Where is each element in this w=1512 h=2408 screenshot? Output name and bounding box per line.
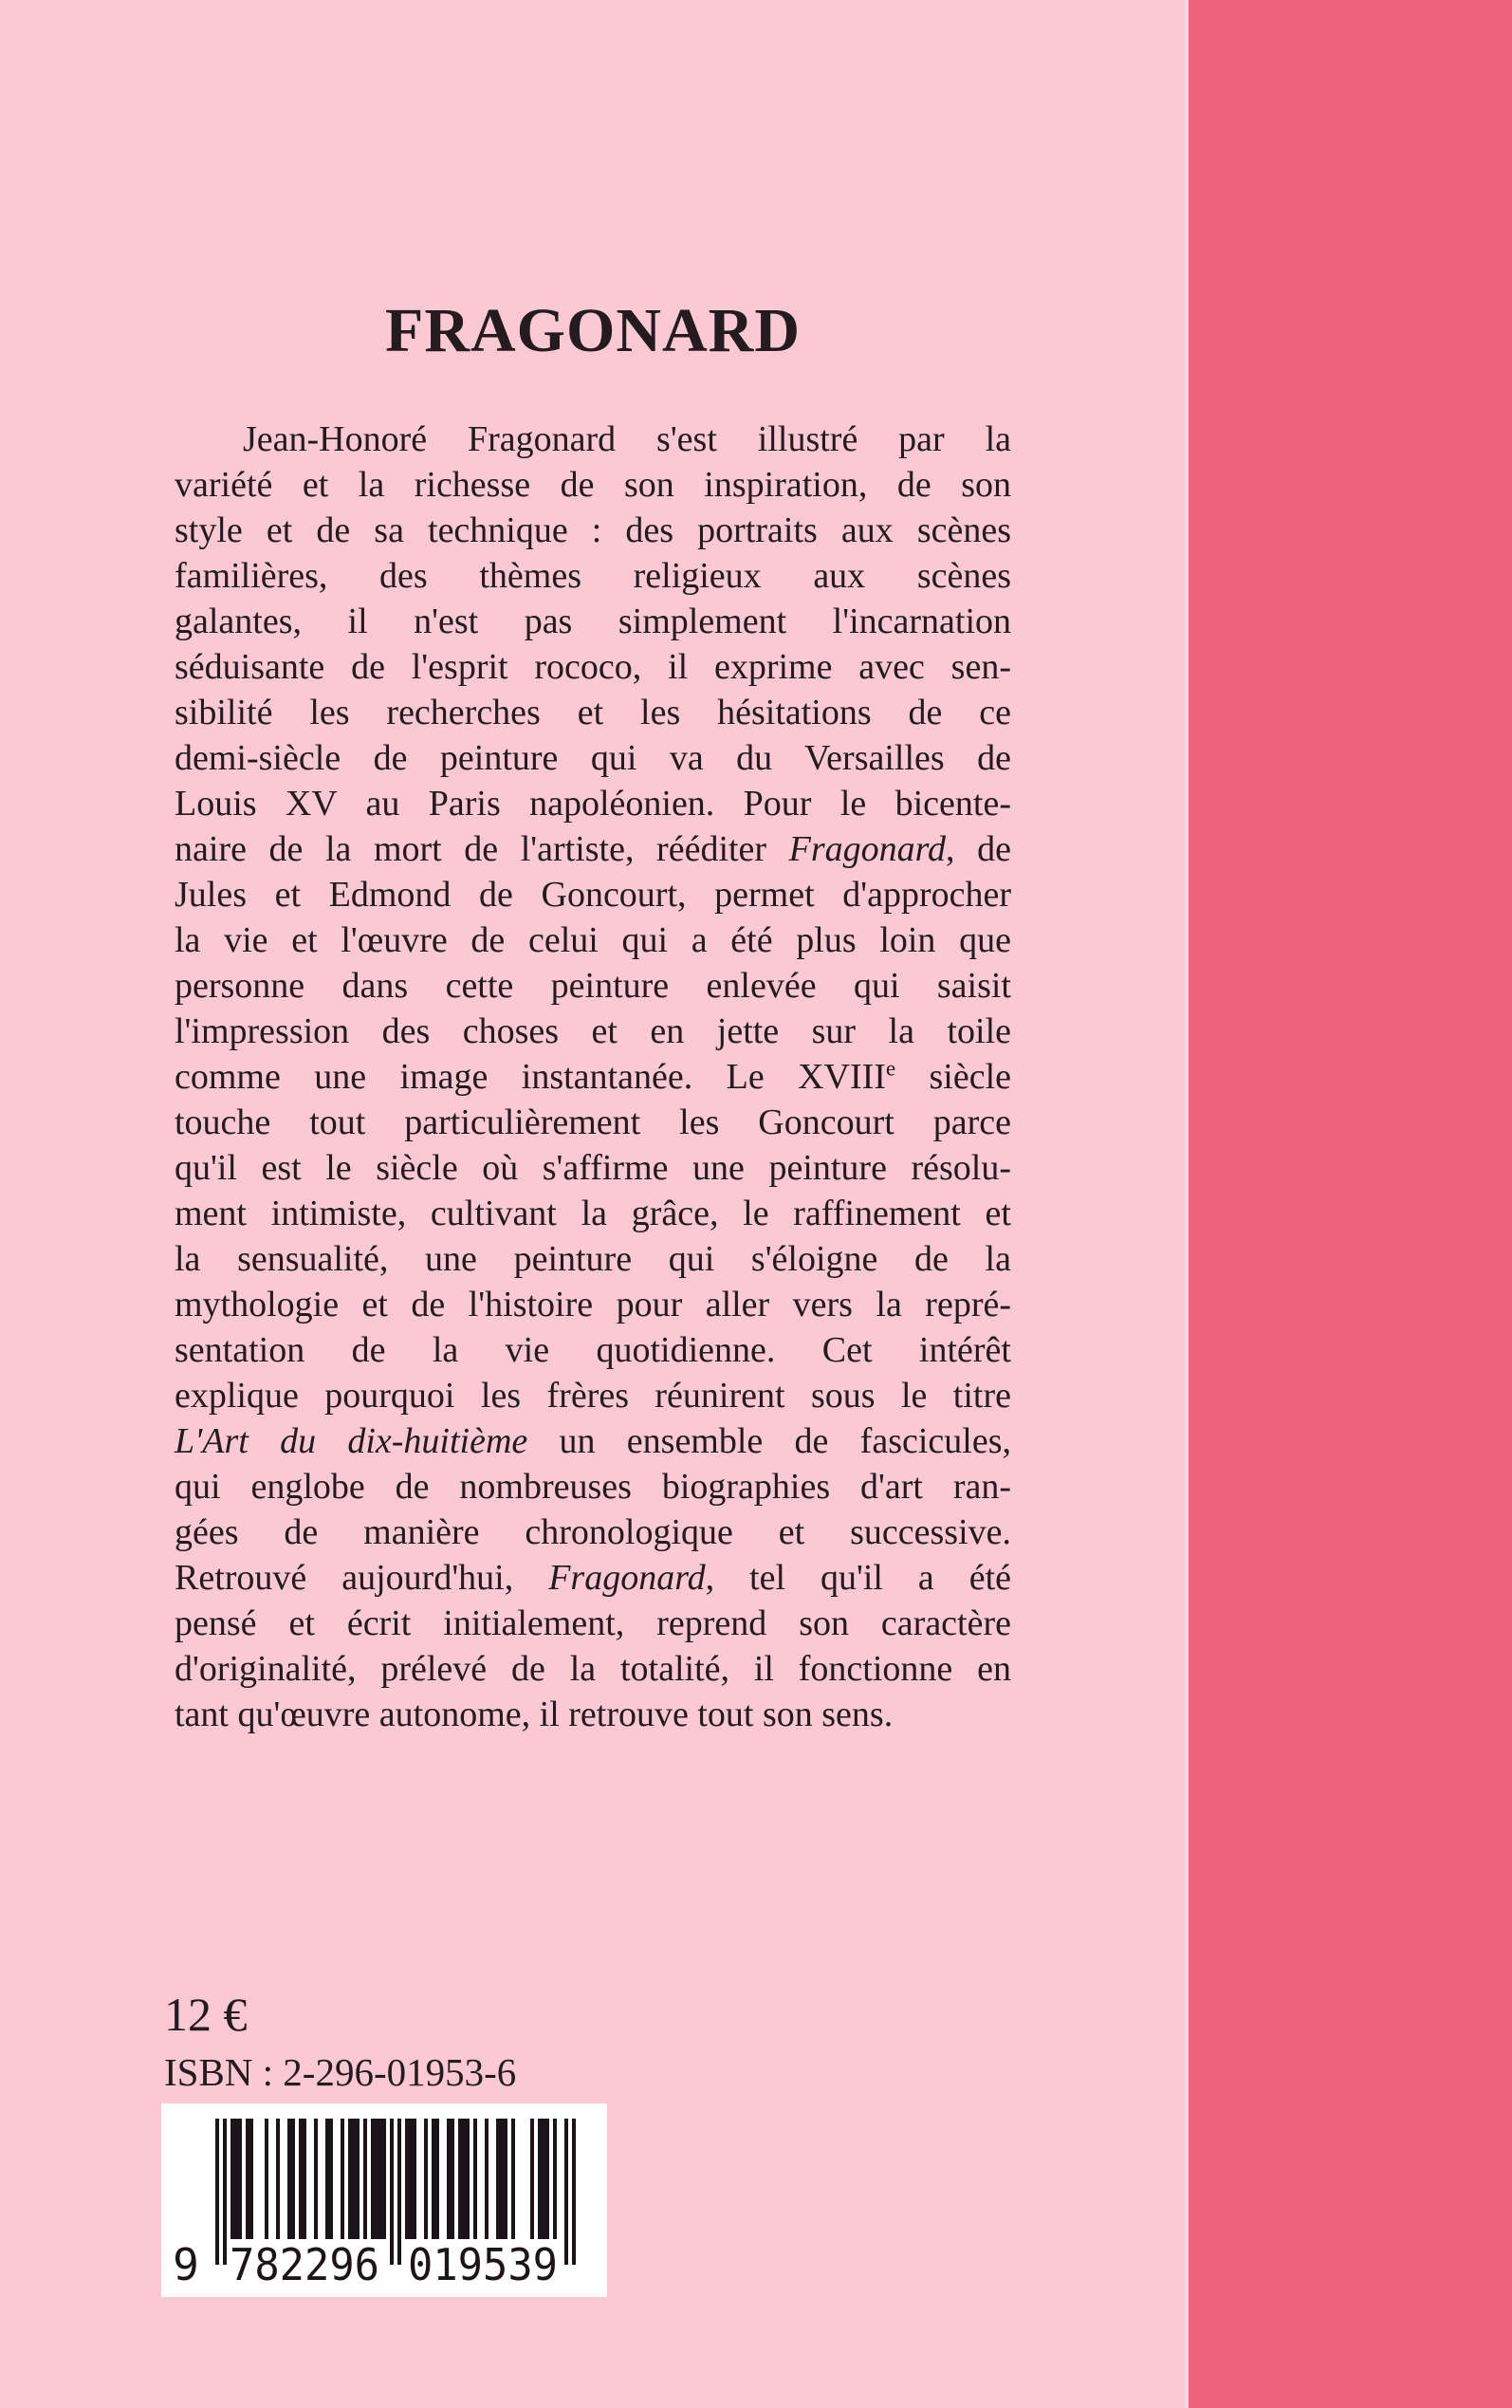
blurb-text: Fragonard	[788, 829, 947, 869]
blurb-line	[175, 1327, 1011, 1373]
blurb-text: style et de sa technique : des portraits aux scènes	[175, 510, 1011, 550]
blurb-line	[175, 1601, 1011, 1646]
barcode-bar	[435, 2119, 439, 2239]
blurb-text: demi-siècle de peinture qui va du Versailles de	[175, 738, 1011, 778]
barcode-bar	[371, 2119, 375, 2239]
barcode-bar	[341, 2119, 344, 2239]
barcode-bar	[405, 2119, 409, 2239]
barcode-bar	[234, 2119, 238, 2239]
barcode-bar	[265, 2119, 268, 2239]
blurb-line	[175, 553, 1011, 599]
blurb-line	[175, 826, 1011, 872]
blurb-text: la vie et l'œuvre de celui qui a été plus loin que	[175, 920, 1011, 960]
barcode-bar	[329, 2119, 333, 2239]
accent-stripe	[1189, 0, 1512, 2408]
blurb-text: L'Art du dix-huitième	[175, 1421, 528, 1461]
barcode-digits: 019539	[408, 2239, 558, 2290]
blurb-line	[175, 644, 1011, 690]
blurb-text: personne dans cette peinture enlevée qui saisit	[175, 966, 1011, 1006]
barcode-bar	[553, 2119, 557, 2239]
blurb-line	[175, 1282, 1011, 1327]
blurb-line	[175, 1009, 1011, 1054]
blurb-line	[175, 1191, 1011, 1236]
back-blurb	[175, 417, 1011, 1737]
barcode-bar	[462, 2119, 466, 2239]
blurb-text: , tel qu'il a été	[705, 1558, 1011, 1598]
blurb-text: comme une image instantanée. Le XVIII	[175, 1057, 886, 1097]
blurb-line	[175, 690, 1011, 735]
barcode-bar	[352, 2119, 356, 2239]
barcode-bar	[348, 2119, 352, 2239]
blurb-text: e	[885, 1056, 896, 1081]
barcode-bar	[276, 2119, 280, 2239]
barcode-bar	[542, 2119, 545, 2239]
blurb-text: d'originalité, prélevé de la totalité, il fonctionne en	[175, 1649, 1011, 1689]
barcode-bar	[447, 2119, 451, 2239]
blurb-text: Jean-Honoré Fragonard s'est illustré par la	[243, 419, 1011, 459]
barcode-bar	[413, 2119, 416, 2239]
blurb-line	[175, 1555, 1011, 1601]
barcode-bar	[458, 2119, 462, 2239]
barcode-bar	[238, 2119, 242, 2239]
barcode-bar	[249, 2119, 253, 2239]
blurb-line	[175, 735, 1011, 781]
barcode-bar	[291, 2119, 295, 2239]
barcode-bar	[564, 2119, 568, 2265]
barcode-bar	[500, 2119, 504, 2239]
isbn-label: ISBN : 2-296-01953-6	[164, 2050, 517, 2094]
barcode-bar	[363, 2119, 367, 2239]
barcode-bar	[572, 2119, 576, 2265]
blurb-text: qu'il est le siècle où s'affirme une peinture résolu-	[175, 1148, 1011, 1188]
blurb-line	[175, 872, 1011, 917]
blurb-text: l'impression des choses et en jette sur la toile	[175, 1011, 1011, 1051]
blurb-text: Fragonard	[548, 1558, 706, 1598]
blurb-text: , de	[946, 829, 1011, 869]
barcode-bar	[246, 2119, 249, 2239]
barcode-bar	[432, 2119, 435, 2239]
barcode-bar	[356, 2119, 360, 2239]
blurb-line	[175, 1692, 1011, 1737]
barcode-bar	[473, 2119, 477, 2239]
blurb-line	[175, 1373, 1011, 1418]
blurb-text: pensé et écrit initialement, reprend son caractère	[175, 1603, 1011, 1643]
blurb-text: Jules et Edmond de Goncourt, permet d'approcher	[175, 875, 1011, 915]
blurb-line	[175, 781, 1011, 826]
blurb-text: mythologie et de l'histoire pour aller vers la repré-	[175, 1285, 1011, 1324]
blurb-line	[175, 1054, 1011, 1100]
barcode-bar	[303, 2119, 306, 2239]
barcode-bar	[451, 2119, 454, 2239]
blurb-text: touche tout particulièrement les Goncourt parce	[175, 1102, 1011, 1142]
blurb-text: variété et la richesse de son inspiration, de son	[175, 465, 1011, 505]
blurb-line	[175, 1145, 1011, 1191]
blurb-text: familières, des thèmes religieux aux scènes	[175, 556, 1011, 596]
blurb-text: la sensualité, une peinture qui s'éloigne de la	[175, 1239, 1011, 1279]
barcode-digits: 782296	[230, 2239, 379, 2290]
barcode-bar	[325, 2119, 329, 2239]
barcode	[161, 2103, 607, 2297]
blurb-text: Retrouvé aujourd'hui,	[175, 1558, 549, 1598]
blurb-line	[175, 1418, 1011, 1464]
barcode-bar	[390, 2119, 394, 2265]
barcode-bar	[466, 2119, 470, 2239]
barcode-bar	[424, 2119, 428, 2239]
blurb-text: sibilité les recherches et les hésitations de ce	[175, 693, 1011, 732]
blurb-line	[175, 1100, 1011, 1145]
blurb-line	[175, 462, 1011, 508]
barcode-bar	[397, 2119, 401, 2265]
barcode-svg	[161, 2103, 607, 2297]
barcode-bar	[504, 2119, 507, 2239]
price-label: 12 €	[164, 1988, 248, 2041]
barcode-bar	[215, 2119, 219, 2265]
barcode-bar	[299, 2119, 303, 2239]
blurb-text: qui englobe de nombreuses biographies d'art ran-	[175, 1467, 1011, 1507]
barcode-bar	[511, 2119, 515, 2239]
blurb-line	[175, 1510, 1011, 1555]
barcode-bar	[230, 2119, 234, 2239]
blurb-text: siècle	[895, 1057, 1011, 1097]
blurb-line	[175, 1464, 1011, 1510]
barcode-bar	[485, 2119, 489, 2239]
blurb-text: explique pourquoi les frères réunirent sous le titre	[175, 1376, 1011, 1416]
blurb-line	[175, 1236, 1011, 1282]
barcode-bar	[378, 2119, 382, 2239]
barcode-bar	[545, 2119, 549, 2239]
barcode-bar	[375, 2119, 378, 2239]
blurb-text: un ensemble de fascicules,	[527, 1421, 1011, 1461]
barcode-bar	[530, 2119, 534, 2239]
blurb-text: naire de la mort de l'artiste, rééditer	[175, 829, 789, 869]
barcode-bar	[223, 2119, 227, 2265]
barcode-bar	[538, 2119, 542, 2239]
blurb-text: sentation de la vie quotidienne. Cet intérêt	[175, 1330, 1011, 1370]
blurb-line	[175, 963, 1011, 1009]
blurb-text: tant qu'œuvre autonome, il retrouve tout son sens.	[175, 1695, 894, 1734]
barcode-digits: 9	[173, 2239, 199, 2290]
book-title: FRAGONARD	[385, 296, 801, 365]
barcode-bar	[287, 2119, 291, 2239]
blurb-text: gées de manière chronologique et successive.	[175, 1512, 1011, 1552]
barcode-bar	[409, 2119, 413, 2239]
blurb-text: galantes, il n'est pas simplement l'incarnation	[175, 602, 1011, 641]
blurb-text: Louis XV au Paris napoléonien. Pour le bicente-	[175, 784, 1011, 824]
blurb-line	[175, 508, 1011, 553]
blurb-line	[175, 917, 1011, 963]
barcode-bar	[382, 2119, 386, 2239]
blurb-line	[175, 417, 1011, 462]
barcode-bar	[314, 2119, 318, 2239]
barcode-bar	[496, 2119, 500, 2239]
blurb-text: séduisante de l'esprit rococo, il exprime avec sen-	[175, 647, 1011, 687]
blurb-line	[175, 1646, 1011, 1692]
blurb-text: ment intimiste, cultivant la grâce, le raffinement et	[175, 1194, 1011, 1233]
blurb-line	[175, 599, 1011, 644]
